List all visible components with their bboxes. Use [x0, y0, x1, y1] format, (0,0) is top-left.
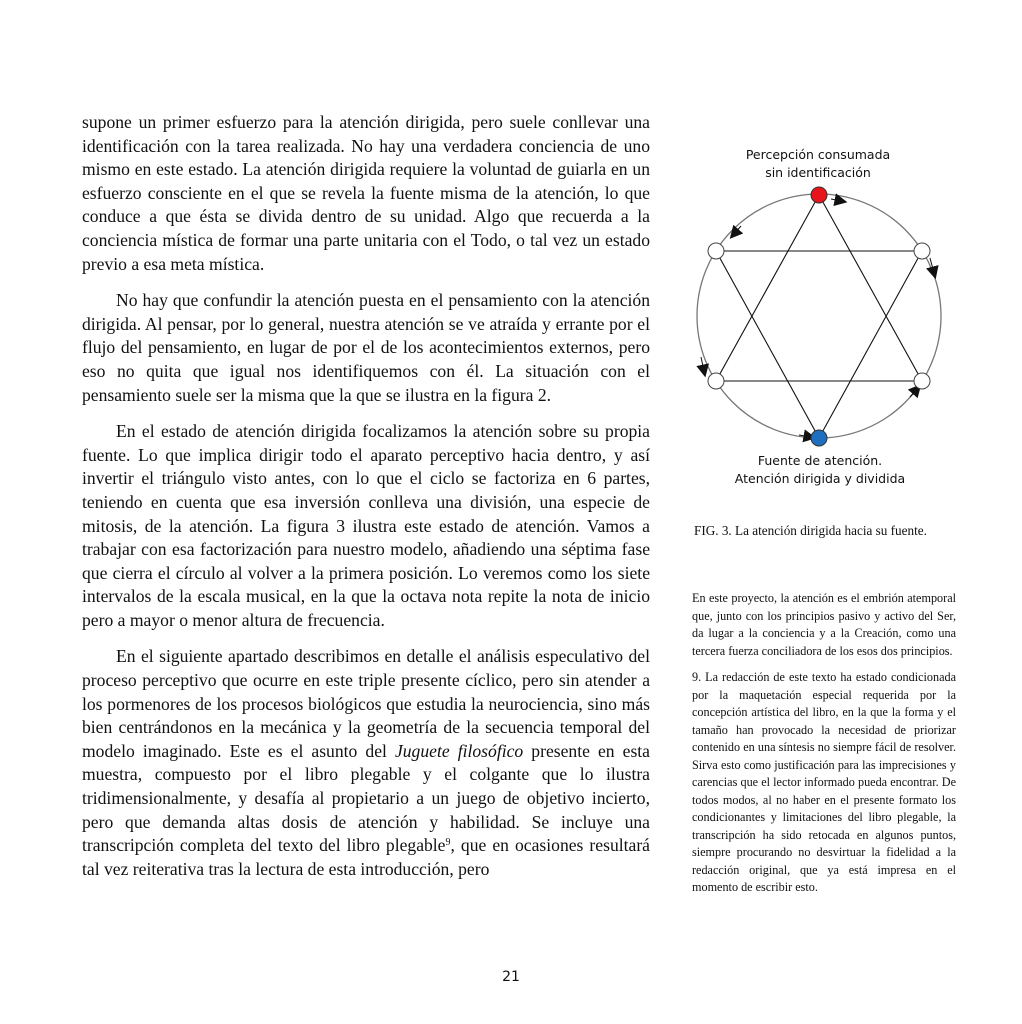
paragraph-1: supone un primer esfuerzo para la atención dirigida, pero suele conllevar una identificación con la tarea realizada. No hay una verdadera conciencia de uno mismo en este estado. La atención dirigida requiere la voluntad de guiarla en un esfuerzo consciente en el que se revela la fuente misma de la atención, lo que conduce a que ésta se divida dentro de su unidad. Algo que recuerda a la conciencia mística de formar una parte unitaria con el Todo, o tal vez un estado previo a esa meta mística. — [82, 112, 650, 274]
arrow-lower-right — [910, 389, 917, 397]
side-notes — [692, 590, 956, 906]
paragraph-4-text-b: presente en esta muestra, compuesto por el libro plegable y el colgante que lo ilustra tridimensionalmente, y desafía al propietario a un juego de objetivo incierto, pero que demanda altas dosis de atención y habilidad. Se incluye una transcripción completa del texto del libro plegable — [82, 740, 650, 856]
node-lower-right — [914, 373, 930, 389]
node-upper-left — [708, 243, 724, 259]
top-label-line2: sin identificación — [765, 165, 871, 180]
bottom-label-line1: Fuente de atención. — [757, 453, 883, 468]
figure-3-diagram — [690, 143, 950, 493]
bottom-label-line2: Atención dirigida y dividida — [734, 471, 906, 486]
arrow-top-in — [831, 199, 841, 201]
paragraph-4-text-c: , que en ocasiones resultará tal vez reiterativa tras la lectura de esta introducción, pero — [82, 835, 650, 879]
paragraph-3: En el estado de atención dirigida focalizamos la atención sobre su propia fuente. Lo que implica dirigir todo el aparato perceptivo hacia dentro, y así invertir el triángulo visto antes, con lo que el ciclo se factoriza en 6 partes, teniendo en cuenta que esa inversión conlleva una división, una especie de mitosis, de la atención. La figura 3 ilustra este estado de atención. Vamos a trabajar con esa factorización para nuestro modelo, añadiendo una séptima fase que cierra el círculo al volver a la primera posición. Lo veremos como los siete intervalos de la escala musical, en la que la octava nota repite la nota de inicio pero a mayor o menor altura de frecuencia. — [82, 421, 650, 630]
footnote-9: 9. La redacción de este texto ha estado condicionada por la maquetación especial requerida por la concepción artística del libro, en la que la forma y el tamaño han provocado la necesidad de priorizar contenido en una síntesis no siempre fácil de resolver. Sirva esto como justificación para las imprecisiones y carencias que el lector informado pueda encontrar. De todos modos, al no haber en el presente formato los condicionantes y limitaciones del libro plegable, la transcripción ha sido retocada en algunos puntos, siempre procurando no desvirtuar la fidelidad a la redacción original, que ya está impresa en el momento de escribir esto. — [692, 670, 956, 894]
paragraph-2: No hay que confundir la atención puesta en el pensamiento con la atención dirigida. Al pensar, por lo general, nuestra atención se ve atraída y errante por el flujo del pensamiento, en lugar de por el de los acontecimientos externos, pero eso no quita que igual nos identifiquemos con él. La situación con el pensamiento suele ser la misma que la que se ilustra en la figura 2. — [82, 290, 650, 405]
paragraph-4 — [82, 645, 650, 881]
node-upper-right — [914, 243, 930, 259]
downward-triangle — [716, 251, 922, 438]
upward-triangle — [716, 195, 922, 381]
book-title-italic: Juguete filosófico — [394, 740, 524, 761]
footnote-marker[interactable]: 9 — [445, 837, 451, 849]
page-number: 21 — [502, 969, 520, 985]
paragraph-4-text-a: En el siguiente apartado describimos en detalle el análisis especulativo del proceso perceptivo que ocurre en este triple presente cíclico, pero sin atender a los pormenores de los procesos biológicos que estudia la neurociencia, sino más bien centrándonos en la mecánica y la geometría de la secuencia temporal del modelo imaginado. Este es el asunto del — [82, 646, 650, 761]
top-label-line1: Percepción consumada — [745, 147, 891, 162]
outer-circle — [697, 194, 941, 438]
arrow-lower-left — [701, 357, 704, 371]
node-lower-left — [708, 373, 724, 389]
figure-caption: FIG. 3. La atención dirigida hacia su fuente. — [694, 523, 927, 538]
node-bottom-blue — [811, 430, 827, 446]
side-note-1: En este proyecto, la atención es el embrión atemporal que, junto con los principios pasivo y activo del Ser, da lugar a la conciencia y a la Creación, como una tercera fuerza conciliadora de los esos dos principios. — [692, 591, 956, 658]
main-text-column — [82, 111, 650, 894]
node-top-red — [811, 187, 827, 203]
hexagram-diagram — [690, 143, 950, 493]
